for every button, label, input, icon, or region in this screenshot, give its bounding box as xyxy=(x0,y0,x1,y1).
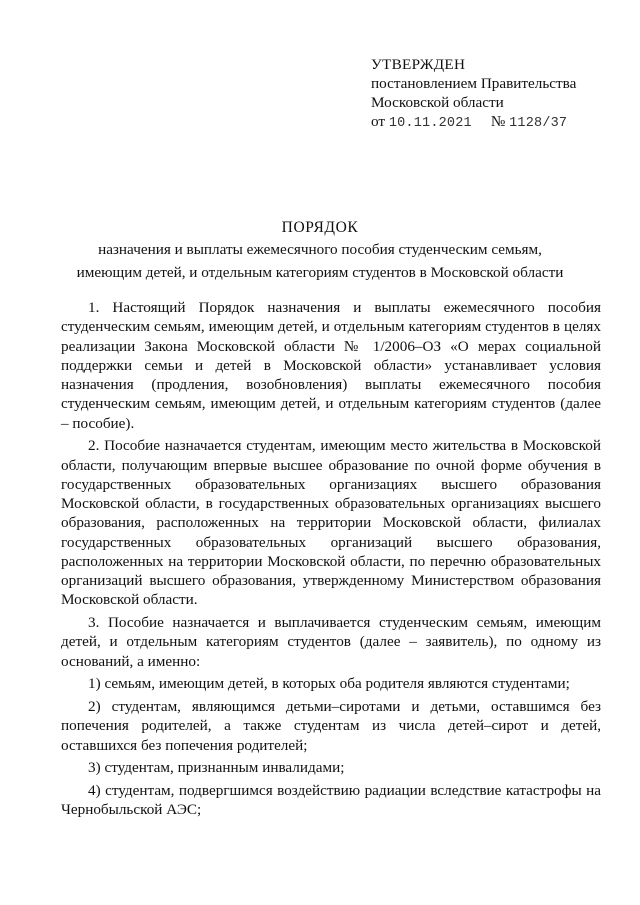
approval-heading: УТВЕРЖДЕН xyxy=(371,56,466,73)
title-subtitle-2: имеющим детей, и отдельным категориям студентов в Московской области xyxy=(76,263,564,281)
document-body xyxy=(61,298,601,823)
list-item-4: 4) студентам, подвергшимся воздействию радиации вследствие катастрофы на Чернобыльской АЭС; xyxy=(61,782,601,819)
list-item-3: 3) студентам, признанным инвалидами; xyxy=(88,759,345,777)
approval-line-2: Московской области xyxy=(371,94,504,111)
approval-date: 10.11.2021 xyxy=(388,116,472,131)
approval-line-1: постановлением Правительства xyxy=(371,75,577,92)
approval-stamp xyxy=(371,55,576,133)
title-subtitle-1: назначения и выплаты ежемесячного пособия студенческим семьям, xyxy=(98,241,542,258)
paragraph-3: 3. Пособие назначается и выплачивается студенческим семьям, имеющим детей, и отдельным категориям студентов (далее – заявитель), по одному из оснований, а именно: xyxy=(61,614,601,670)
document-title xyxy=(0,218,640,283)
list-item-1: 1) семьям, имеющим детей, в которых оба родителя являются студентами; xyxy=(88,675,570,693)
paragraph-2: 2. Пособие назначается студентам, имеющим место жительства в Московской области, получающим впервые высшее образование по очной форме обучения в государственных образовательных организациях высшего образования Московской области, в государственных образовательных организациях высшего образования, расположенных на территории Московской области, филиалах государственных образовательных организаций высшего образования, расположенных на территории Московской области, по перечню образовательных организаций высшего образования, утвержденному Министерством образования Московской области. xyxy=(61,437,601,609)
approval-date-line xyxy=(371,112,576,133)
approval-number: 1128/37 xyxy=(509,116,568,131)
paragraph-1: 1. Настоящий Порядок назначения и выплаты ежемесячного пособия студенческим семьям, имеющим детей, и отдельным категориям студентов в целях реализации Закона Московской области № 1/2006–ОЗ «О мерах социальной поддержки семьи и детей в Московской области» устанавливает условия назначения (продления, возобновления) выплаты ежемесячного пособия студенческим семьям, имеющим детей, и отдельным категориям студентов (далее – пособие). xyxy=(61,299,601,432)
list-item-2: 2) студентам, являющимся детьми–сиротами и детьми, оставшимся без попечения родителей, а также студентам из числа детей–сирот и детей, оставшихся без попечения родителей; xyxy=(61,698,601,754)
date-prefix: от xyxy=(371,113,386,130)
number-prefix: № xyxy=(490,113,506,130)
title-main: ПОРЯДОК xyxy=(281,219,359,236)
